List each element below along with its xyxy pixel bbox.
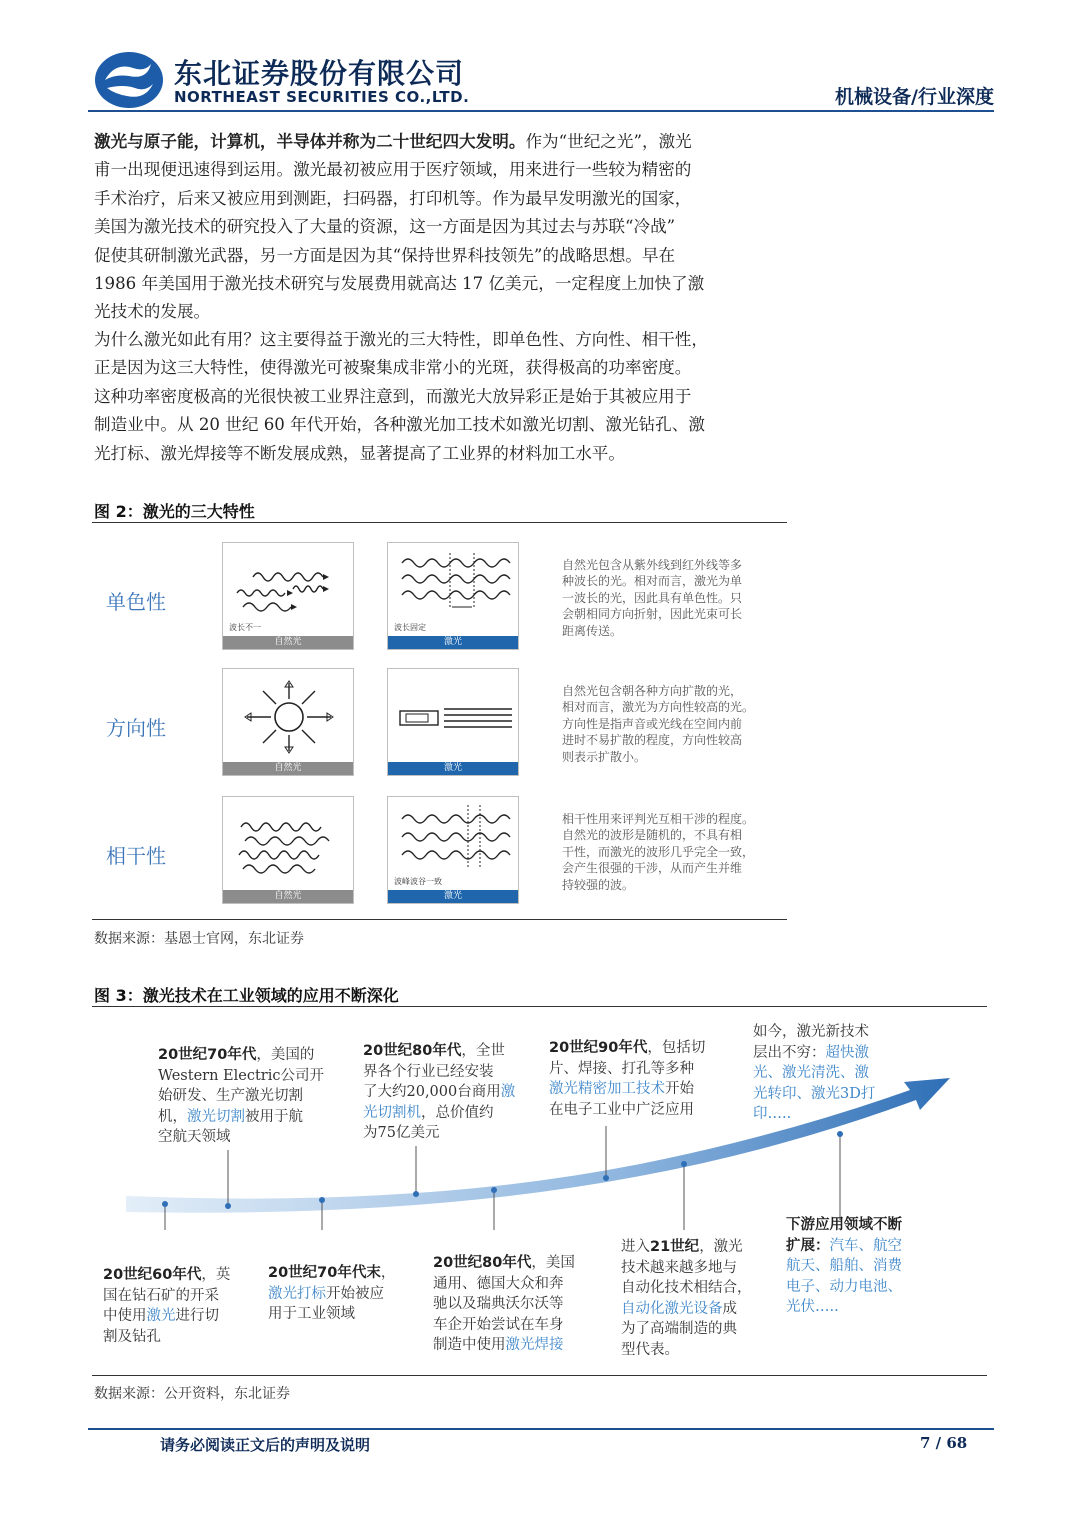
- panel-note: 波峰波谷一致: [394, 877, 442, 886]
- paragraph-1-line: 甫一出现便迅速得到运用。激光最初被应用于医疗领域，用来进行一些较为精密的: [94, 160, 692, 180]
- property-description: 自然光包含朝各种方向扩散的光， 相对而言，激光为方向性较高的光。 方向性是指声音或光线在空间内前 进时不易扩散的程度，方向性较高 则表示扩散小。: [562, 684, 755, 764]
- laser-panel: [387, 668, 519, 776]
- property-label-monochromaticity: 单色性: [106, 590, 166, 614]
- parallel-beam-icon: [388, 669, 518, 761]
- panel-caption: 自然光: [223, 890, 353, 903]
- company-name-cn: 东北证券股份有限公司: [174, 57, 465, 90]
- paragraph-1-line: 1986 年美国用于激光技术研究与发展费用就高达 17 亿美元，一定程度上加快了激: [94, 274, 705, 294]
- paragraph-2-line: 光打标、激光焊接等不断发展成熟，显著提高了工业界的材料加工水平。: [94, 443, 625, 463]
- laser-panel: [387, 542, 519, 650]
- figure-2-bottom-rule: [92, 919, 787, 920]
- panel-caption: 激光: [388, 890, 518, 903]
- paragraph-1-line: 美国为激光技术的研究投入了大量的资源，这一方面是因为其过去与苏联“冷战”: [94, 217, 676, 237]
- panel-note: 波长不一: [229, 623, 261, 632]
- company-logo-icon: [93, 50, 165, 110]
- panel-caption: 激光: [388, 636, 518, 649]
- paragraph-2: [94, 326, 780, 468]
- panel-caption: 自然光: [223, 636, 353, 649]
- figure-3-source: 数据来源：公开资料，东北证券: [94, 1386, 290, 1402]
- natural-light-panel: [222, 668, 354, 776]
- natural-light-panel: [222, 542, 354, 650]
- paragraph-2-line: 这种功率密度极高的光很快被工业界注意到，而激光大放异彩正是始于其被应用于: [94, 386, 692, 406]
- timeline-event-1980s-top: 20世纪80年代，全世 界各个行业已经安装 了大约20,000台商用激 光切割机，总价值约 为75亿美元: [363, 1043, 516, 1141]
- paragraph-1-bold: 激光与原子能，计算机，半导体并称为二十世纪四大发明。: [94, 132, 526, 151]
- timeline-event-today: 如今，激光新技术 层出不穷：超快激 光、激光清洗、激 光转印、激光3D打 印…..: [753, 1024, 876, 1122]
- property-label-coherence: 相干性: [106, 844, 166, 868]
- figure-3-top-rule: [92, 1006, 987, 1007]
- panel-note: 波长固定: [394, 623, 426, 632]
- timeline-event-1980s-bottom: 20世纪80年代，美国 通用、德国大众和奔 驰以及瑞典沃尔沃等 车企开始尝试在车身 制造中使用激光焊接: [433, 1255, 575, 1353]
- paragraph-1-line: 激光与原子能，计算机，半导体并称为二十世纪四大发明。作为“世纪之光”，激光: [94, 132, 692, 151]
- header: [0, 0, 1080, 115]
- figure-2-title: 图 2：激光的三大特性: [94, 502, 255, 521]
- paragraph-2-line: 为什么激光如此有用？这主要得益于激光的三大特性，即单色性、方向性、相干性，: [94, 330, 708, 349]
- paragraph-2-line: 制造业中。从 20 世纪 60 年代开始，各种激光加工技术如激光切割、激光钻孔、激: [94, 415, 705, 435]
- figure-2-top-rule: [92, 522, 787, 523]
- report-category: 机械设备/行业深度: [835, 86, 994, 108]
- natural-light-panel: [222, 796, 354, 904]
- timeline-event-1960s: 20世纪60年代，英 国在钻石矿的开采 中使用激光进行切 割及钻孔: [103, 1267, 231, 1345]
- laser-panel: [387, 796, 519, 904]
- footer-notice: 请务必阅读正文后的声明及说明: [160, 1436, 371, 1454]
- random-wave-icon: [223, 547, 353, 627]
- company-name-en: NORTHEAST SECURITIES CO.,LTD.: [174, 88, 470, 106]
- timeline-event-21st-century: 进入21世纪，激光 技术越来越多地与 自动化技术相结合， 自动化激光设备成 为了高端制造的典 型代表。: [621, 1239, 752, 1358]
- property-label-directionality: 方向性: [106, 716, 166, 740]
- figure-2-source: 数据来源：基恩士官网，东北证券: [94, 931, 304, 947]
- panel-caption: 激光: [388, 762, 518, 775]
- paragraph-1: [94, 128, 780, 327]
- radiating-sun-icon: [223, 669, 353, 761]
- property-description: 相干性用来评判光互相干涉的程度。 自然光的波形是随机的，不具有相 干性，而激光的波形几乎完全一致， 会产生很强的干涉，从而产生并维 持较强的波。: [562, 812, 755, 892]
- paragraph-1-line: 光技术的发展。: [94, 302, 211, 322]
- timeline-event-1970s: 20世纪70年代，美国的 Western Electric公司开 始研发、生产激光切割 机，激光切割被用于航 空航天领域: [158, 1047, 324, 1145]
- incoherent-wave-icon: [223, 797, 353, 889]
- paragraph-1-line: 促使其研制激光武器，另一方面是因为其“保持世界科技领先”的战略思想。早在: [94, 245, 676, 265]
- timeline-event-downstream: 下游应用领域不断 扩展：汽车、航空 航天、船舶、消费 电子、动力电池、 光伏…..: [786, 1217, 902, 1315]
- footer-rule: [88, 1428, 994, 1430]
- panel-caption: 自然光: [223, 762, 353, 775]
- timeline-event-late-1970s: 20世纪70年代末， 激光打标开始被应 用于工业领域: [268, 1265, 396, 1322]
- timeline-event-1990s: 20世纪90年代，包括切 片、焊接、打孔等多种 激光精密加工技术开始 在电子工业中广泛应用: [549, 1040, 706, 1118]
- property-description: 自然光包含从紫外线到红外线等多 种波长的光。相对而言，激光为单 一波长的光，因此具有单色性。只 会朝相同方向折射，因此光束可长 距离传送。: [562, 558, 743, 638]
- paragraph-1-line: 手术治疗，后来又被应用到测距，扫码器，打印机等。作为最早发明激光的国家，: [94, 188, 692, 208]
- figure-3-bottom-rule: [92, 1375, 987, 1376]
- page-number: 7 / 68: [920, 1434, 968, 1452]
- uniform-wave-icon: [388, 547, 518, 627]
- header-rule: [88, 110, 994, 112]
- paragraph-2-line: 正是因为这三大特性，使得激光可被聚集成非常小的光斑，获得极高的功率密度。: [94, 358, 692, 378]
- figure-3-title: 图 3：激光技术在工业领域的应用不断深化: [94, 986, 399, 1005]
